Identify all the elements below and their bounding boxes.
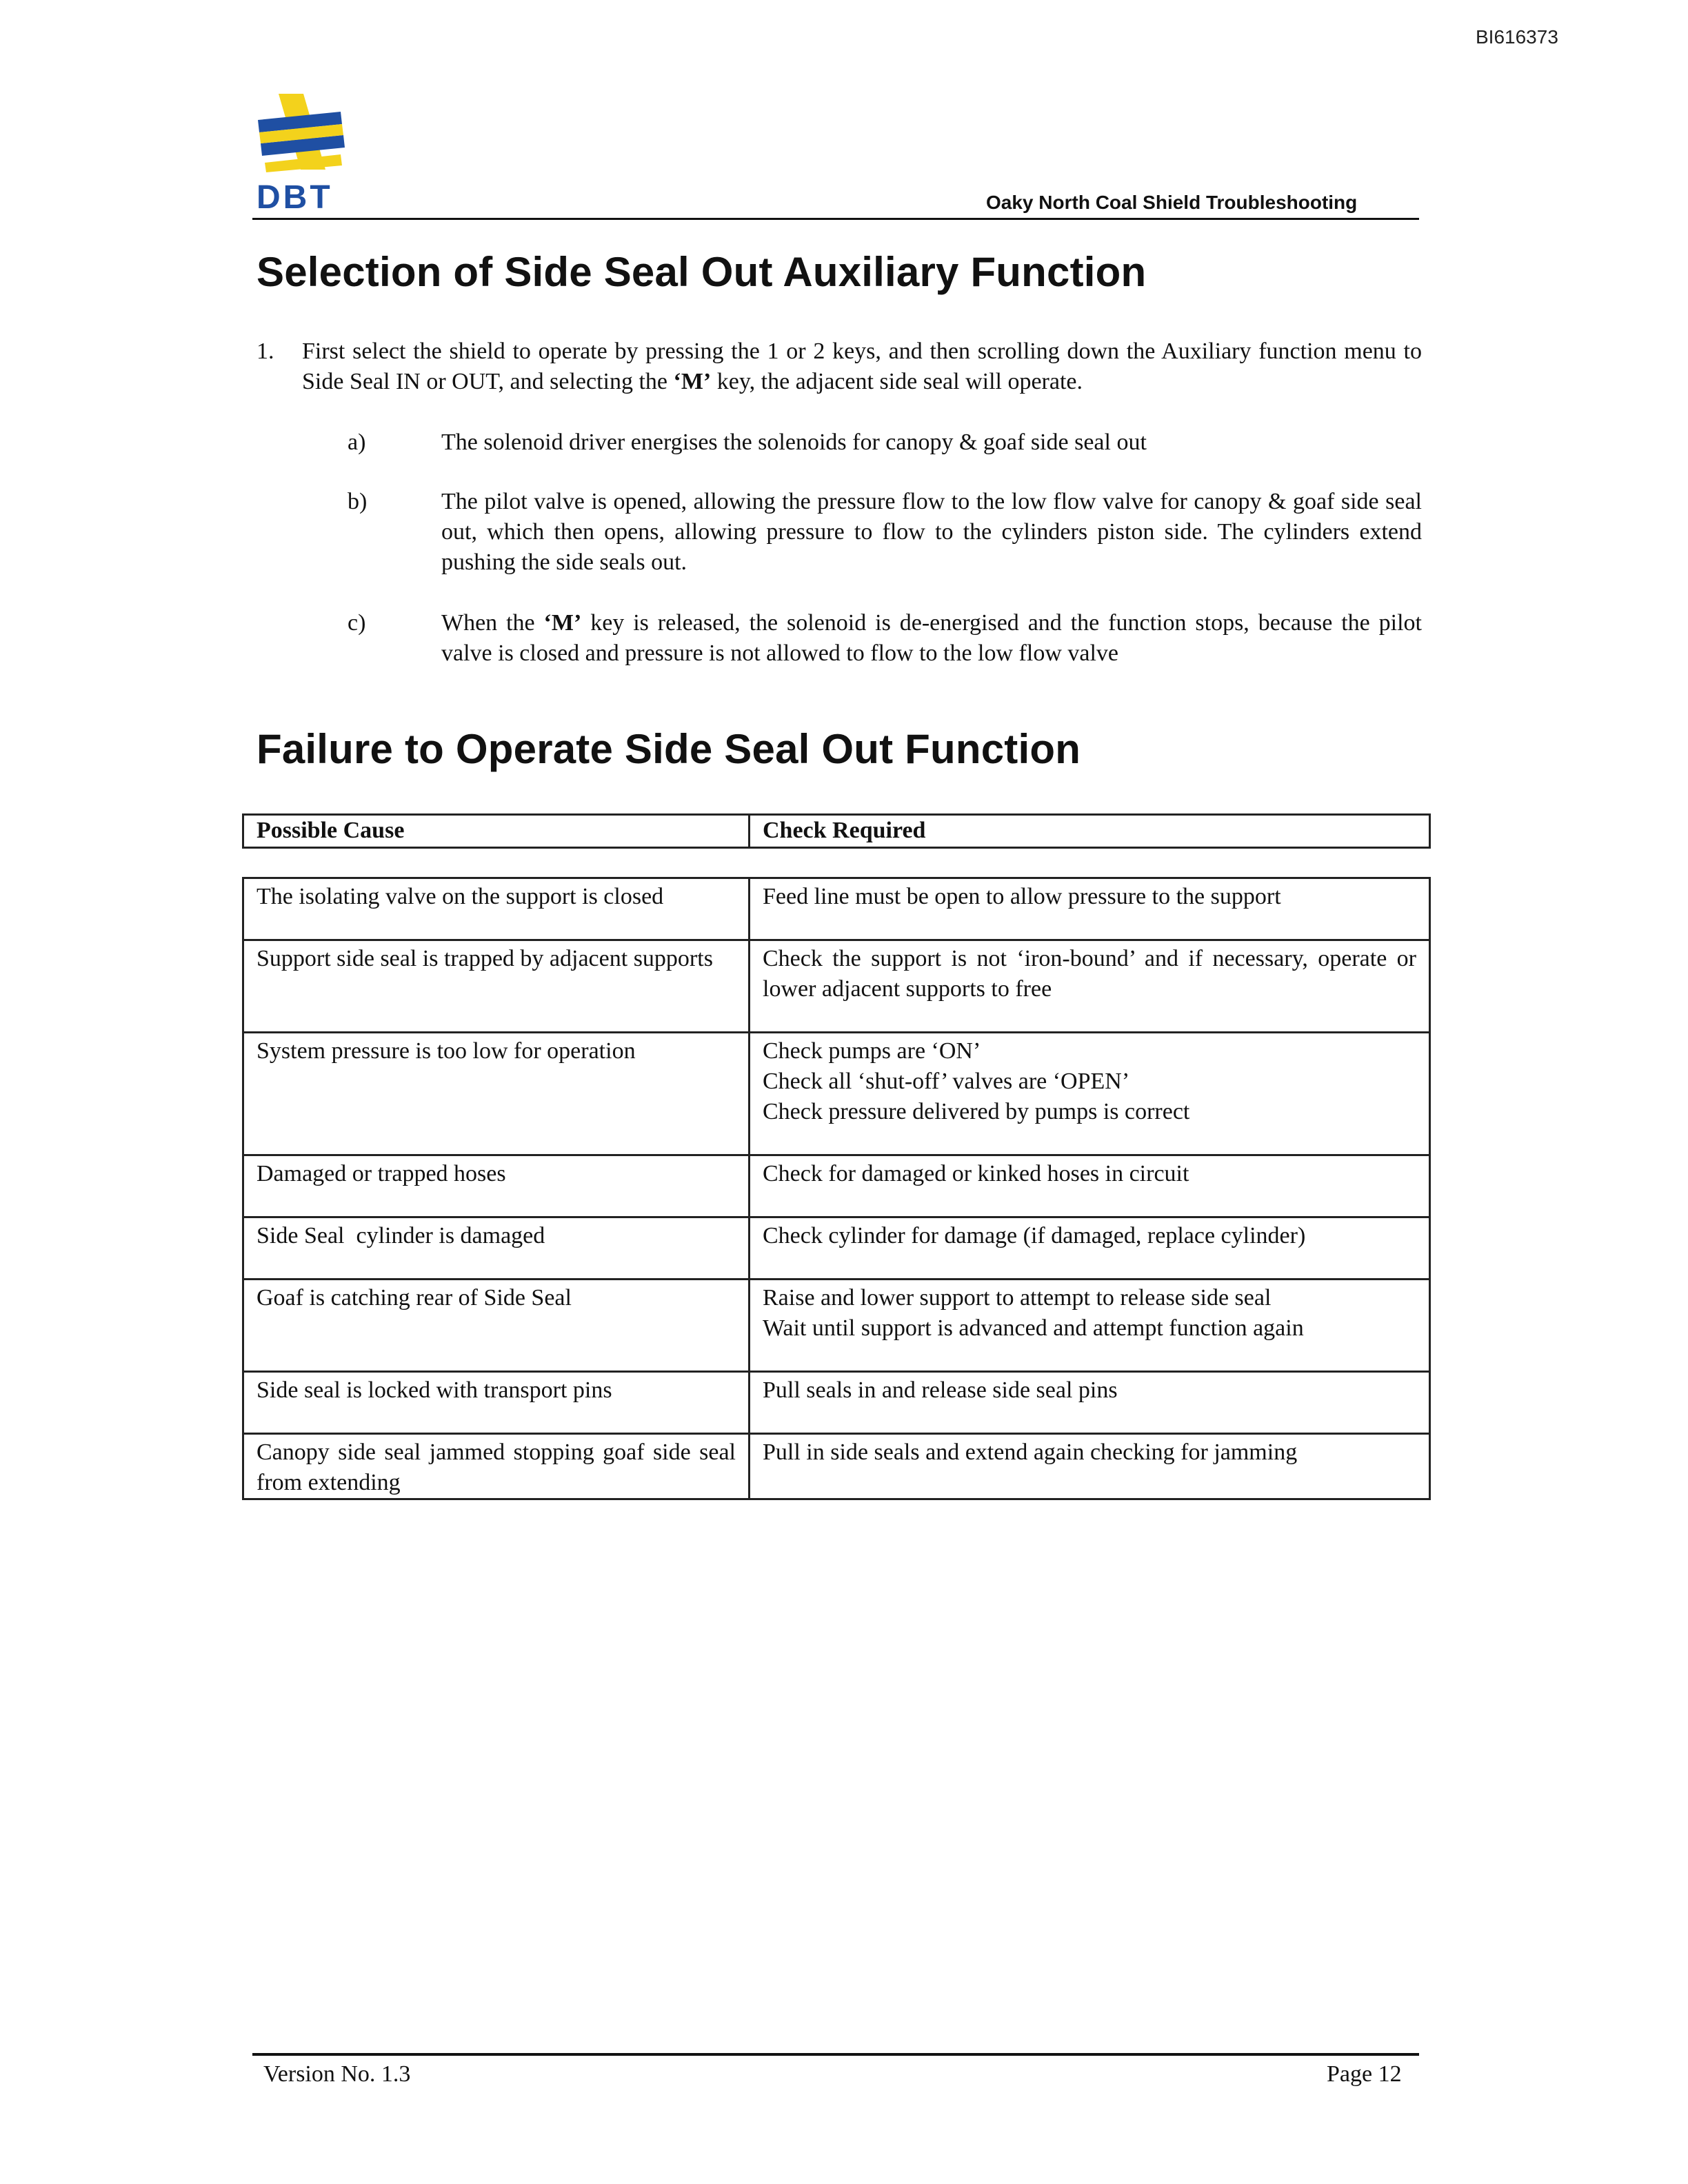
table-row <box>243 1155 1430 1217</box>
cause-cell: The isolating valve on the support is closed <box>243 878 750 940</box>
check-cell: Pull in side seals and extend again checking for jamming <box>750 1434 1430 1499</box>
m-key-label: ‘M’ <box>673 369 712 394</box>
check-cell: Check cylinder for damage (if damaged, replace cylinder) <box>750 1217 1430 1280</box>
logo-text: DBT <box>257 179 333 214</box>
section-heading-selection: Selection of Side Seal Out Auxiliary Function <box>257 249 1147 295</box>
check-cell: Raise and lower support to attempt to release side seal Wait until support is advanced and attempt function again <box>750 1280 1430 1372</box>
cause-cell: Side seal is locked with transport pins <box>243 1372 750 1434</box>
table-row <box>243 1372 1430 1434</box>
check-cell: Check pumps are ‘ON’ Check all ‘shut-off’ valves are ‘OPEN’ Check pressure delivered by pumps is correct <box>750 1033 1430 1155</box>
troubleshooting-table <box>242 877 1431 1500</box>
document-id: BI616373 <box>1476 26 1558 48</box>
subitem-label: c) <box>348 610 366 636</box>
cause-cell: Goaf is catching rear of Side Seal <box>243 1280 750 1372</box>
table-header <box>242 813 1431 849</box>
dbt-logo <box>254 90 350 214</box>
m-key-label: ‘M’ <box>543 610 582 636</box>
column-header-check: Check Required <box>750 815 1430 848</box>
subitem-label: a) <box>348 429 366 455</box>
cause-cell: Damaged or trapped hoses <box>243 1155 750 1217</box>
check-cell: Feed line must be open to allow pressure to the support <box>750 878 1430 940</box>
cause-cell: Support side seal is trapped by adjacent supports <box>243 940 750 1033</box>
table-row <box>243 1033 1430 1155</box>
subitem-label: b) <box>348 489 368 514</box>
table-row <box>243 1217 1430 1280</box>
table-row <box>243 1434 1430 1499</box>
cause-cell: Canopy side seal jammed stopping goaf side seal from extending <box>243 1434 750 1499</box>
section-heading-failure: Failure to Operate Side Seal Out Function <box>257 726 1081 772</box>
header-divider <box>252 218 1419 220</box>
item-number: 1. <box>257 338 274 364</box>
cause-cell: Side Seal cylinder is damaged <box>243 1217 750 1280</box>
subitem-text: The pilot valve is opened, allowing the pressure flow to the low flow valve for canopy & goaf side seal out, which then opens, allowing pressure to flow to the cylinders piston side. The cylinders extend pushing the side seals out. <box>441 489 1422 575</box>
subitem-text: The solenoid driver energises the solenoids for canopy & goaf side seal out <box>441 429 1147 455</box>
item-text: First select the shield to operate by pressing the 1 or 2 keys, and then scrolling down the Auxiliary function menu to Side Seal IN or OUT, and selecting the ‘M’ key, the adjacent side seal will operate. <box>302 338 1422 394</box>
cause-cell: System pressure is too low for operation <box>243 1033 750 1155</box>
page-number: Page 12 <box>1327 2061 1402 2087</box>
footer-divider <box>252 2053 1419 2056</box>
check-cell: Check the support is not ‘iron-bound’ and if necessary, operate or lower adjacent supports to free <box>750 940 1430 1033</box>
check-cell: Check for damaged or kinked hoses in circuit <box>750 1155 1430 1217</box>
check-cell: Pull seals in and release side seal pins <box>750 1372 1430 1434</box>
header-title: Oaky North Coal Shield Troubleshooting <box>986 192 1358 213</box>
column-header-cause: Possible Cause <box>243 815 750 848</box>
table-row <box>243 1280 1430 1372</box>
table-row <box>243 940 1430 1033</box>
table-row <box>243 878 1430 940</box>
version-number: Version No. 1.3 <box>263 2061 411 2087</box>
subitem-text: When the ‘M’ key is released, the solenoid is de-energised and the function stops, because the pilot valve is closed and pressure is not allowed to flow to the low flow valve <box>441 610 1422 666</box>
